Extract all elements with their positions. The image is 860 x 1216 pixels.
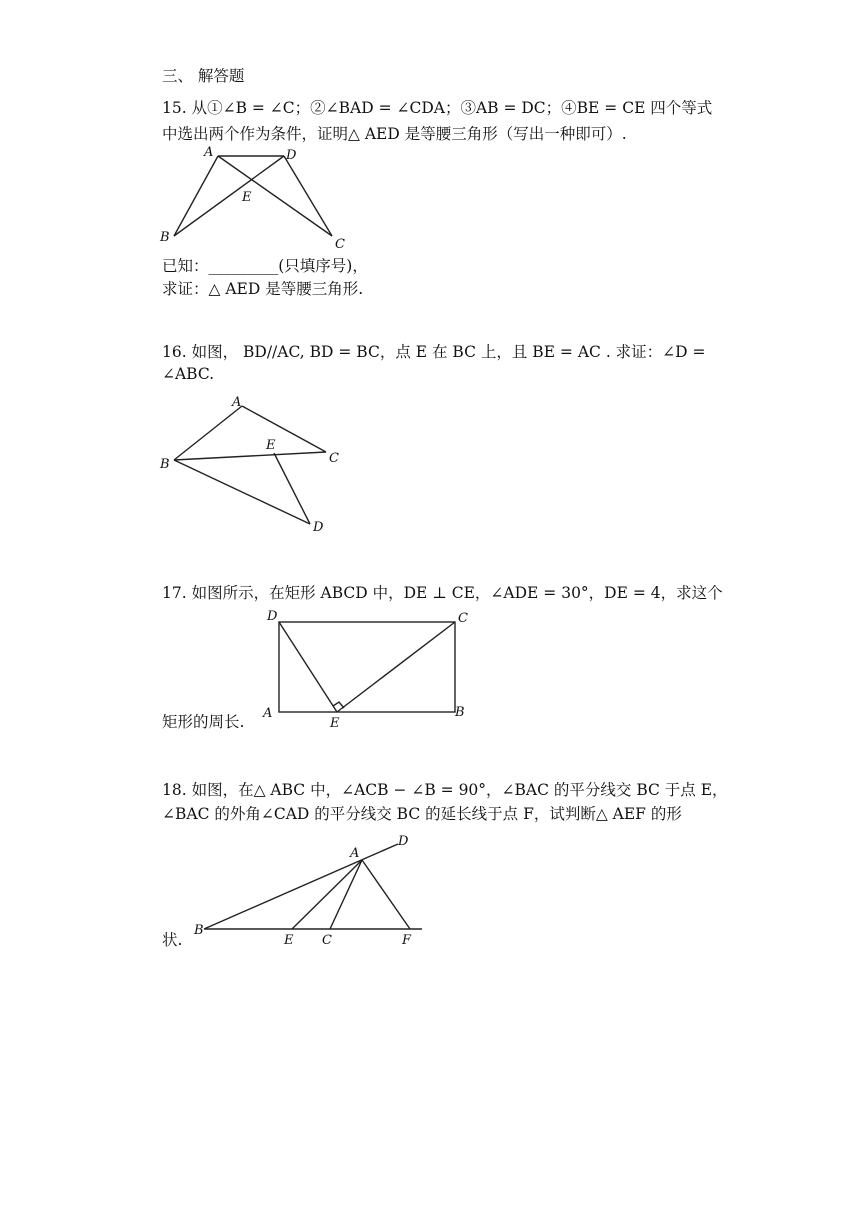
q18-line3: 状. — [162, 931, 183, 949]
q15-label-E: E — [242, 190, 252, 205]
q15-figure — [150, 142, 360, 254]
q17-line2: 矩形的周长. — [162, 713, 245, 731]
q17-label-E: E — [330, 716, 340, 730]
q16-line2: ∠ABC. — [162, 365, 215, 383]
q15-line2: 中选出两个作为条件，证明△ AED 是等腰三角形（写出一种即可）. — [162, 125, 627, 143]
q16-label-D: D — [313, 520, 324, 535]
q17-figure — [255, 605, 475, 730]
q18-figure — [190, 828, 430, 950]
q18-label-F: F — [402, 933, 412, 948]
q17-label-B: B — [455, 705, 465, 720]
q17-label-C: C — [458, 611, 468, 626]
q18-label-B: B — [194, 923, 204, 938]
section-title: 三、 解答题 — [162, 67, 245, 85]
q16-label-B: B — [160, 457, 170, 472]
q18-line1: 18. 如图，在△ ABC 中，∠ACB − ∠B = 90°，∠BAC 的平分线交 BC 于点 E， — [162, 781, 728, 799]
q18-line2: ∠BAC 的外角∠CAD 的平分线交 BC 的延长线于点 F，试判断△ AEF 的形 — [162, 805, 682, 823]
q15-prove: 求证：△ AED 是等腰三角形. — [162, 280, 364, 298]
q15-label-B: B — [160, 230, 170, 245]
q16-label-C: C — [329, 451, 339, 466]
q18-label-C: C — [322, 933, 332, 948]
q18-label-A: A — [350, 846, 360, 861]
q16-figure — [150, 390, 360, 538]
q17-label-A: A — [263, 706, 273, 721]
q17-line1: 17. 如图所示，在矩形 ABCD 中，DE ⊥ CE，∠ADE = 30°，DE = 4，求这个 — [162, 584, 723, 602]
q16-label-A: A — [232, 395, 242, 410]
q15-given: 已知：_________(只填序号)， — [162, 257, 368, 275]
q17-label-D: D — [267, 609, 278, 624]
q15-line1: 15. 从①∠B = ∠C；②∠BAD = ∠CDA；③AB = DC；④BE = CE 四个等式 — [162, 99, 713, 117]
q18-label-D: D — [398, 834, 409, 849]
q15-label-C: C — [335, 237, 345, 252]
q16-line1: 16. 如图， BD//AC, BD = BC，点 E 在 BC 上，且 BE = AC . 求证：∠D = — [162, 343, 706, 361]
q18-label-E: E — [284, 933, 294, 948]
q15-label-D: D — [286, 148, 297, 163]
q15-label-A: A — [204, 145, 214, 160]
q16-label-E: E — [266, 438, 276, 453]
